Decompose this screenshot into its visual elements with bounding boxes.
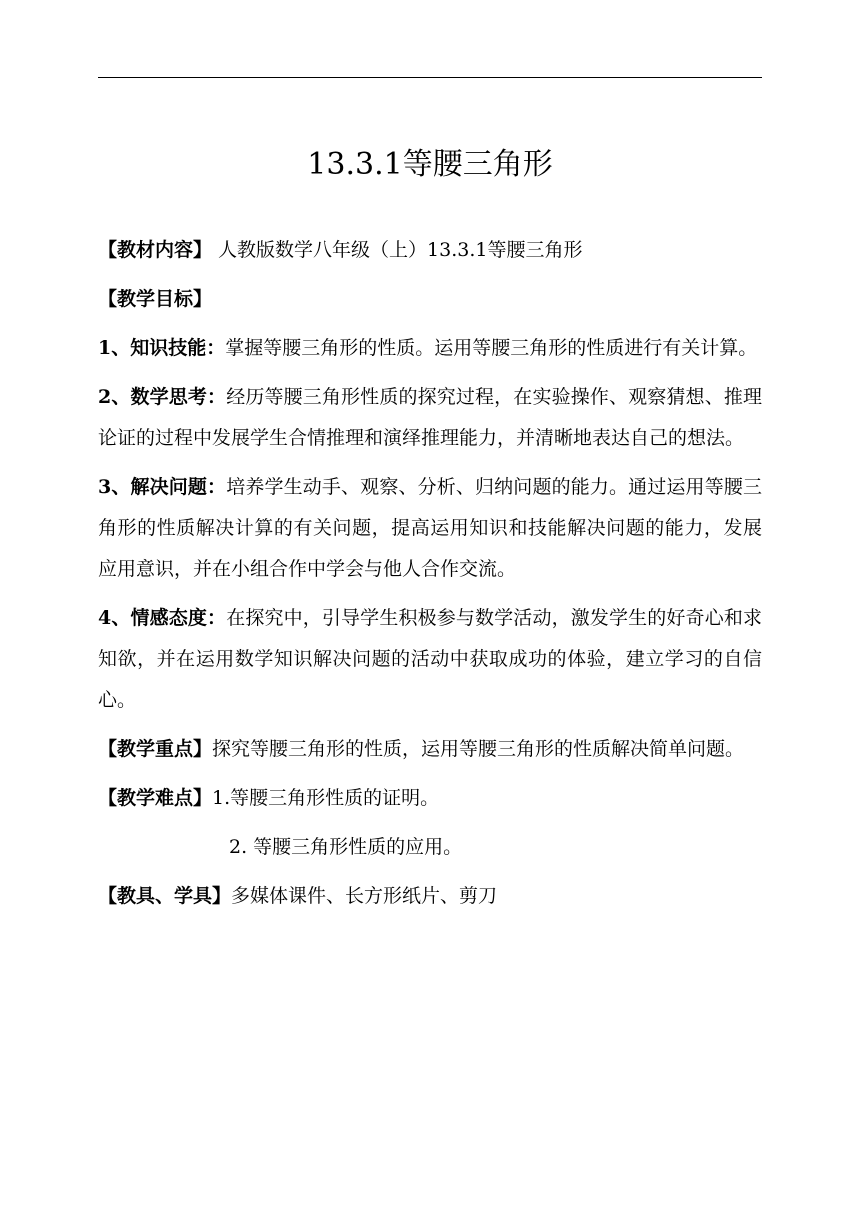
tools-label: 【教具、学具】: [98, 885, 232, 907]
difficulties-label: 【教学难点】: [98, 787, 213, 809]
objective-text: 经历等腰三角形性质的探究过程，在实验操作、观察猜想、推理论证的过程中发展学生合情推理和演绎推理能力，并清晰地表达自己的想法。: [98, 386, 762, 449]
objective-item: [98, 467, 762, 590]
objective-text: 在探究中，引导学生积极参与数学活动，激发学生的好奇心和求知欲，并在运用数学知识解决问题的活动中获取成功的体验，建立学习的自信心。: [98, 607, 762, 711]
material-text: 人教版数学八年级（上）13.3.1等腰三角形: [212, 239, 583, 261]
key-points-paragraph: [98, 729, 762, 770]
objective-text: 培养学生动手、观察、分析、归纳问题的能力。通过运用等腰三角形的性质解决计算的有关问题，提高运用知识和技能解决问题的能力，发展应用意识，并在小组合作中学会与他人合作交流。: [98, 476, 762, 580]
key-points-label: 【教学重点】: [98, 738, 213, 760]
objectives-label: 【教学目标】: [98, 288, 213, 310]
document-title: 13.3.1等腰三角形: [307, 147, 553, 182]
difficulty-item-second: [98, 827, 762, 868]
objective-item: [98, 377, 762, 459]
objective-item: [98, 328, 762, 369]
key-points-text: 探究等腰三角形的性质，运用等腰三角形的性质解决简单问题。: [212, 738, 745, 760]
objective-label: 3、解决问题：: [98, 476, 227, 498]
document-body: [98, 230, 762, 925]
difficulties-paragraph: [98, 778, 762, 819]
objective-text: 掌握等腰三角形的性质。运用等腰三角形的性质进行有关计算。: [225, 337, 758, 359]
objective-label: 4、情感态度：: [98, 607, 227, 629]
difficulty-item: 1.等腰三角形性质的证明。: [212, 787, 440, 809]
tools-text: 多媒体课件、长方形纸片、剪刀: [231, 885, 498, 907]
objective-label: 2、数学思考：: [98, 386, 227, 408]
material-paragraph: [98, 230, 762, 271]
tools-paragraph: [98, 876, 762, 917]
material-label: 【教材内容】: [98, 239, 213, 261]
objectives-heading: [98, 279, 762, 320]
objective-item: [98, 598, 762, 721]
objective-label: 1、知识技能：: [98, 337, 226, 359]
header-rule: [98, 77, 762, 78]
difficulty-item: 2. 等腰三角形性质的应用。: [229, 836, 463, 858]
